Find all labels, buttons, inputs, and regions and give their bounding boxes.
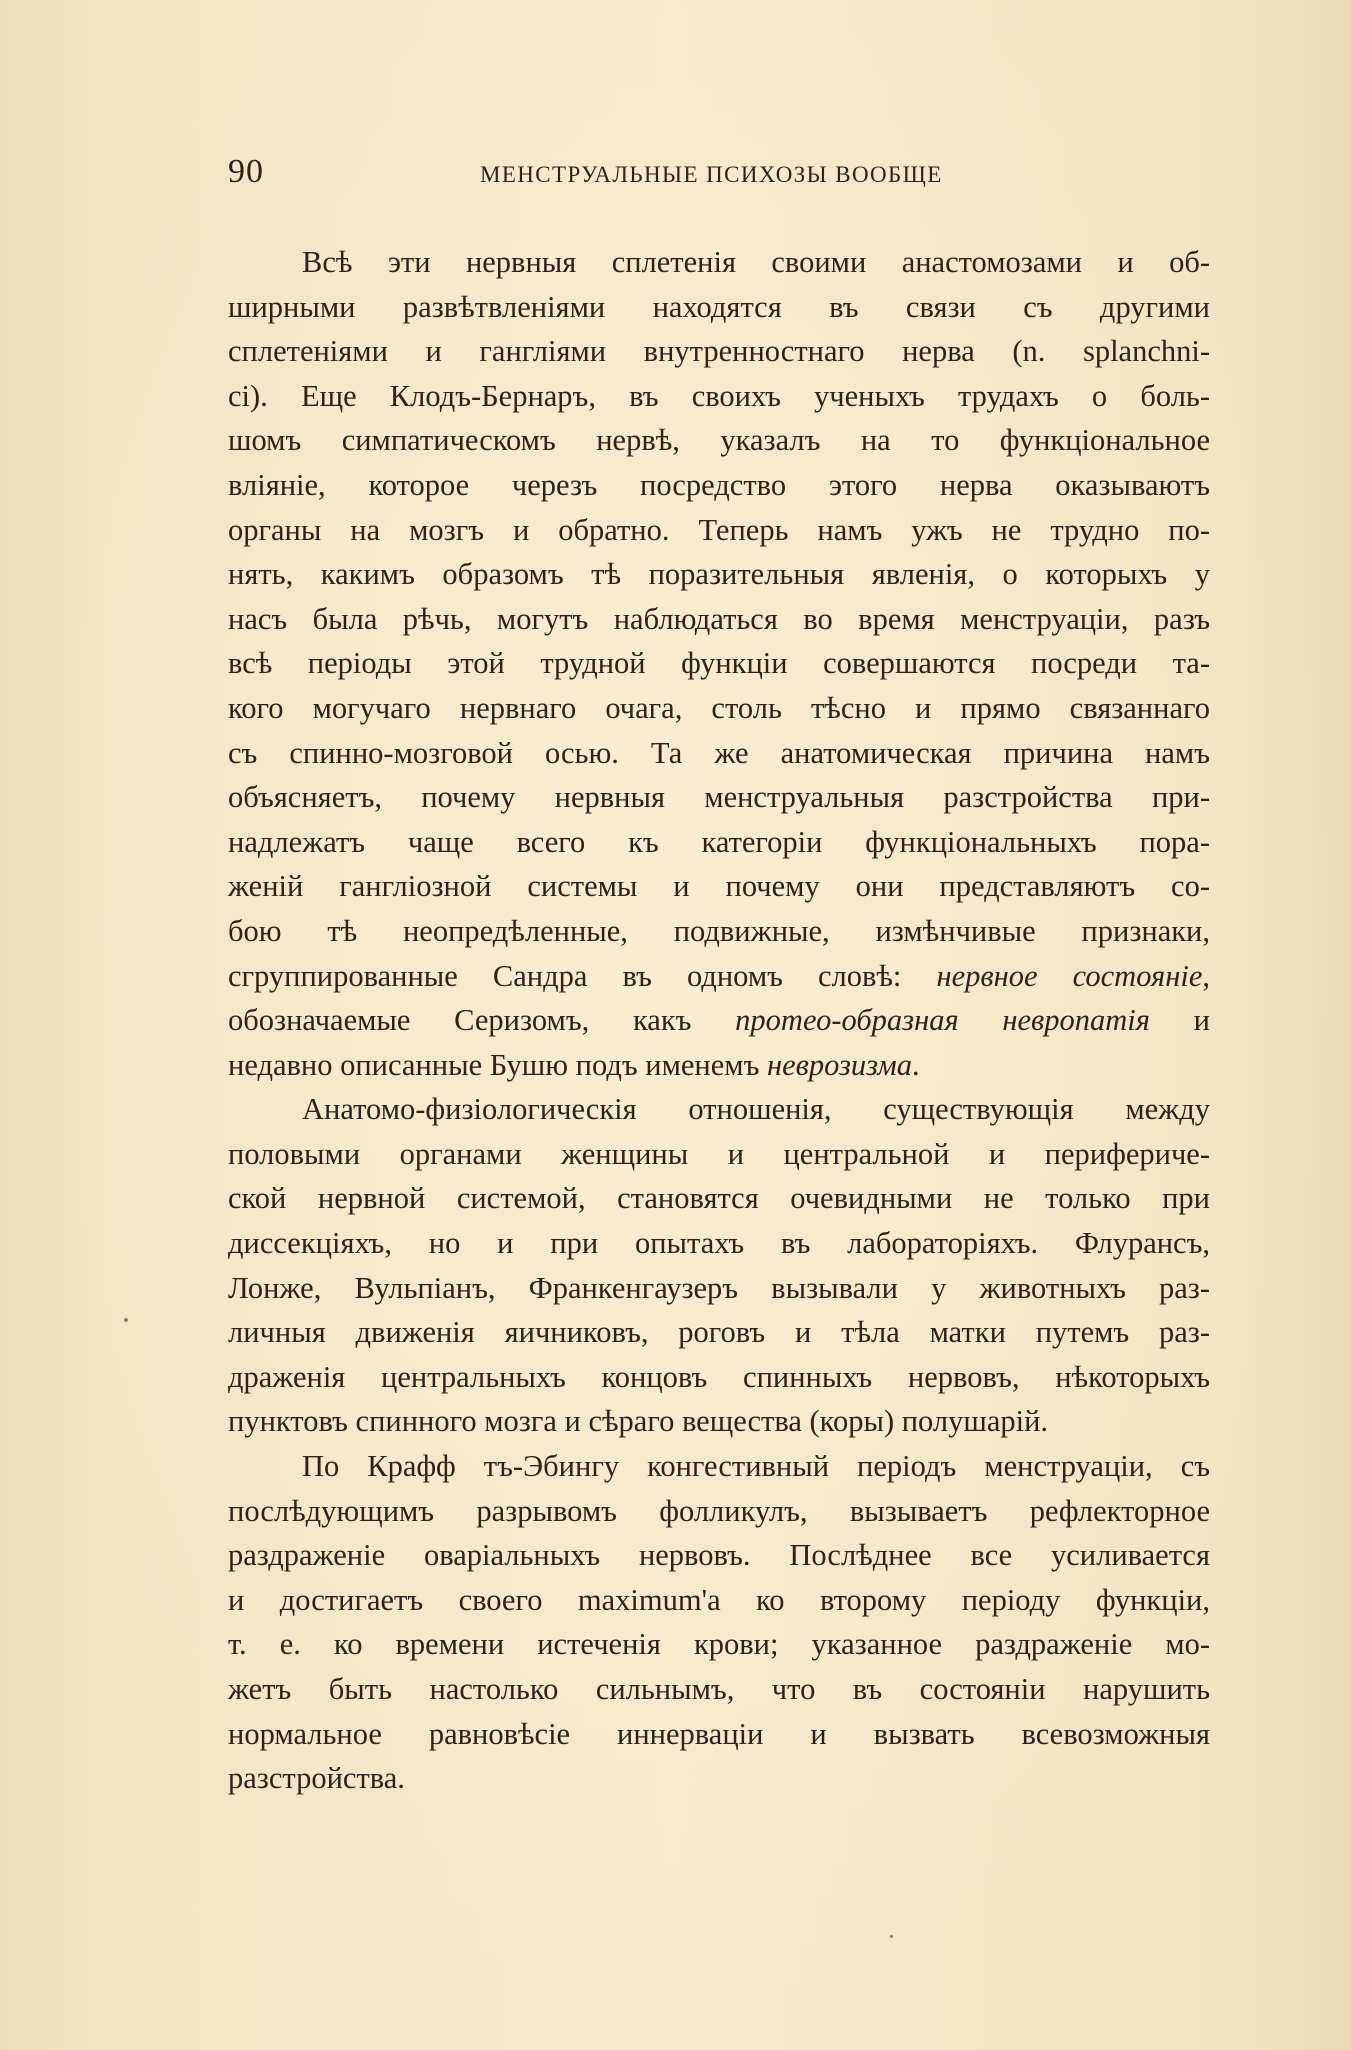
- text-line: съ спинно-мозговой осью. Та же анатомическая причина намъ: [228, 735, 1210, 770]
- text-line: надлежатъ чаще всего къ категоріи функціональныхъ пора-: [228, 824, 1210, 859]
- text-line: разстройства.: [228, 1761, 405, 1796]
- paper-speck: [890, 1935, 893, 1938]
- text-line: вліяніе, которое черезъ посредство этого нерва оказываютъ: [228, 467, 1210, 502]
- text-line: всѣ періоды этой трудной функціи совершаются посреди та-: [228, 646, 1210, 681]
- text-line: бою тѣ неопредѣленные, подвижные, измѣнчивые признаки,: [228, 913, 1210, 948]
- text-line: половыми органами женщины и центральной и перифериче-: [228, 1136, 1210, 1171]
- text-line: насъ была рѣчь, могутъ наблюдаться во время менструаціи, разъ: [228, 601, 1210, 636]
- text-line: нять, какимъ образомъ тѣ поразительныя явленія, о которыхъ у: [228, 557, 1210, 592]
- text-line: сплетеніями и гангліями внутренностнаго нерва (n. splanchni-: [228, 334, 1210, 369]
- text-line: и достигаетъ своего maximum'а ко второму періоду функціи,: [228, 1582, 1210, 1617]
- text-line: послѣдующимъ разрывомъ фолликулъ, вызываетъ рефлекторное: [228, 1493, 1210, 1528]
- text-line: ширными развѣтвленіями находятся въ связи съ другими: [228, 289, 1210, 324]
- text-line: Лонже, Вульпіанъ, Франкенгаузеръ вызывали у животныхъ раз-: [228, 1270, 1210, 1305]
- text-line: По Крафф тъ-Эбингу конгестивный періодъ менструаціи, съ: [302, 1449, 1210, 1484]
- text-line: драженія центральныхъ концовъ спинныхъ нервовъ, нѣкоторыхъ: [228, 1359, 1210, 1394]
- text-line: диссекціяхъ, но и при опытахъ въ лабораторіяхъ. Флурансъ,: [228, 1226, 1210, 1261]
- body-text: [228, 240, 1210, 1801]
- paper-speck: [124, 1318, 128, 1322]
- text-line: раздраженіе оваріальныхъ нервовъ. Послѣднее все усиливается: [228, 1538, 1210, 1573]
- text-line: пунктовъ спинного мозга и сѣраго вещества (коры) полушарій.: [228, 1404, 1049, 1439]
- text-line: шомъ симпатическомъ нервѣ, указалъ на то функціональное: [228, 423, 1210, 458]
- text-line: жетъ быть настолько сильнымъ, что въ состояніи нарушить: [228, 1672, 1210, 1706]
- text-line: обозначаемые Серизомъ, какъ протео-образная невропатія и: [228, 1003, 1210, 1038]
- text-line: органы на мозгъ и обратно. Теперь намъ ужъ не трудно по-: [228, 512, 1210, 547]
- running-title: МЕНСТРУАЛЬНЫЕ ПСИХОЗЫ ВООБЩЕ: [480, 162, 943, 187]
- text-line: ской нервной системой, становятся очевидными не только при: [228, 1181, 1210, 1216]
- text-line: недавно описанные Бушю подъ именемъ неврозизма.: [228, 1047, 920, 1082]
- text-line: кого могучаго нервнаго очага, столь тѣсно и прямо связаннаго: [228, 690, 1210, 725]
- page-number: 90: [228, 153, 264, 190]
- text-line: Всѣ эти нервныя сплетенія своими анастомозами и об-: [302, 245, 1210, 279]
- text-line: женій гангліозной системы и почему они представляютъ со-: [228, 869, 1210, 904]
- text-line: Анатомо-физіологическія отношенія, существующія между: [302, 1092, 1210, 1127]
- text-line: нормальное равновѣсіе иннерваціи и вызвать всевозможныя: [228, 1716, 1210, 1751]
- text-line: личныя движенія яичниковъ, роговъ и тѣла матки путемъ раз-: [228, 1315, 1210, 1350]
- text-line: объясняетъ, почему нервныя менструальныя разстройства при-: [228, 780, 1210, 815]
- text-line: т. е. ко времени истеченія крови; указанное раздраженіе мо-: [228, 1627, 1210, 1662]
- text-line: сгруппированные Сандра въ одномъ словѣ: нервное состояніе,: [228, 958, 1210, 993]
- text-line: ci). Еще Клодъ-Бернаръ, въ своихъ ученыхъ трудахъ о боль-: [228, 378, 1210, 413]
